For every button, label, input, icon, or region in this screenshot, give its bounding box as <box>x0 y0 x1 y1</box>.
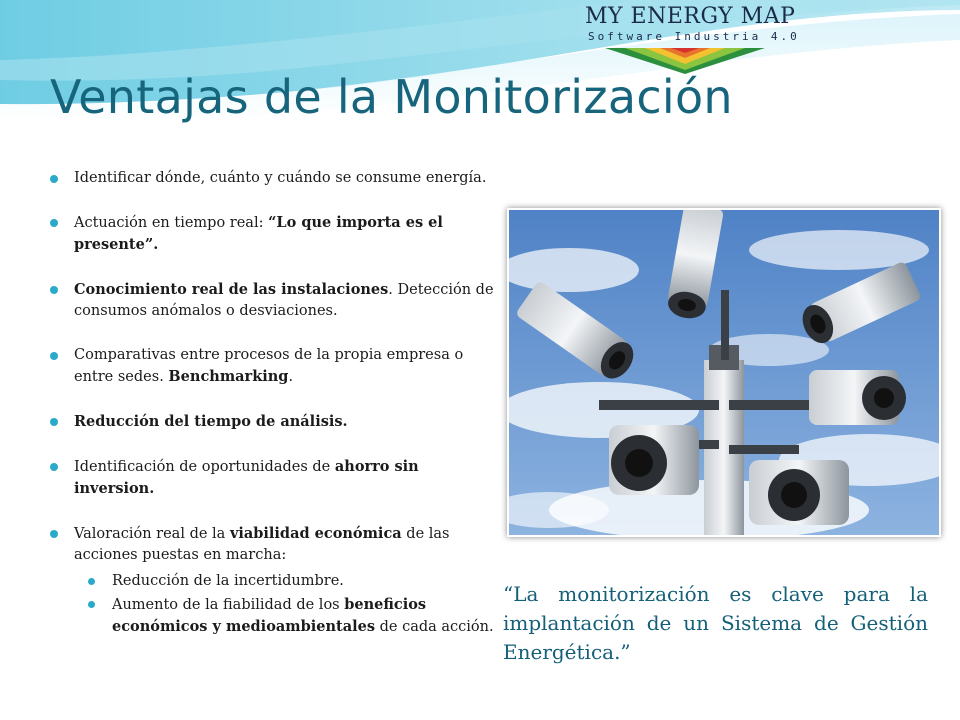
bullet-item <box>48 212 500 256</box>
text: Identificación de oportunidades de <box>74 459 335 475</box>
text: Valoración real de la <box>74 526 230 542</box>
logo-subtitle: Software Industria 4.0 <box>588 30 800 43</box>
bold-text: “Lo que importa es el presente”. <box>74 214 443 253</box>
text: . <box>288 369 294 385</box>
text: Aumento de la fiabilidad de los <box>112 597 345 613</box>
bold-text: Benchmarking <box>168 368 289 385</box>
security-cameras-photo <box>507 208 941 537</box>
bold-text: ahorro sin inversion. <box>74 458 419 497</box>
bold-text: viabilidad económica <box>229 525 402 542</box>
text: Actuación en tiempo real: <box>74 215 269 231</box>
bold-text: Reducción del tiempo de análisis. <box>74 413 348 430</box>
text: Reducción de la incertidumbre. <box>112 573 344 589</box>
bullet-item <box>48 345 500 388</box>
sub-bullet-list <box>74 571 500 638</box>
bold-text: Conocimiento real de las instalaciones <box>74 281 389 298</box>
text: . Detección de consumos anómalos o desviaciones. <box>74 282 494 319</box>
sub-bullet-item <box>74 594 500 638</box>
bullet-item <box>48 411 500 433</box>
logo-title: MY ENERGY MAP <box>585 4 796 29</box>
bold-text: beneficios económicos y medioambientales <box>112 596 427 635</box>
text: de las acciones puestas en marcha: <box>74 526 450 563</box>
text: Identificar dónde, cuánto y cuándo se consume energía. <box>74 170 487 186</box>
sub-bullet-item <box>74 571 500 592</box>
bullet-item <box>48 456 500 500</box>
quote-text: “La monitorización es clave para la implantación de un Sistema de Gestión Energética.” <box>503 582 928 664</box>
bullet-item <box>48 279 500 322</box>
bullet-item <box>48 523 500 638</box>
slide-title: Ventajas de la Monitorización <box>50 70 733 124</box>
text: de cada acción. <box>375 619 494 635</box>
text: Comparativas entre procesos de la propia empresa o entre sedes. <box>74 347 464 385</box>
advantages-list <box>48 168 500 661</box>
bullet-item <box>48 168 500 189</box>
